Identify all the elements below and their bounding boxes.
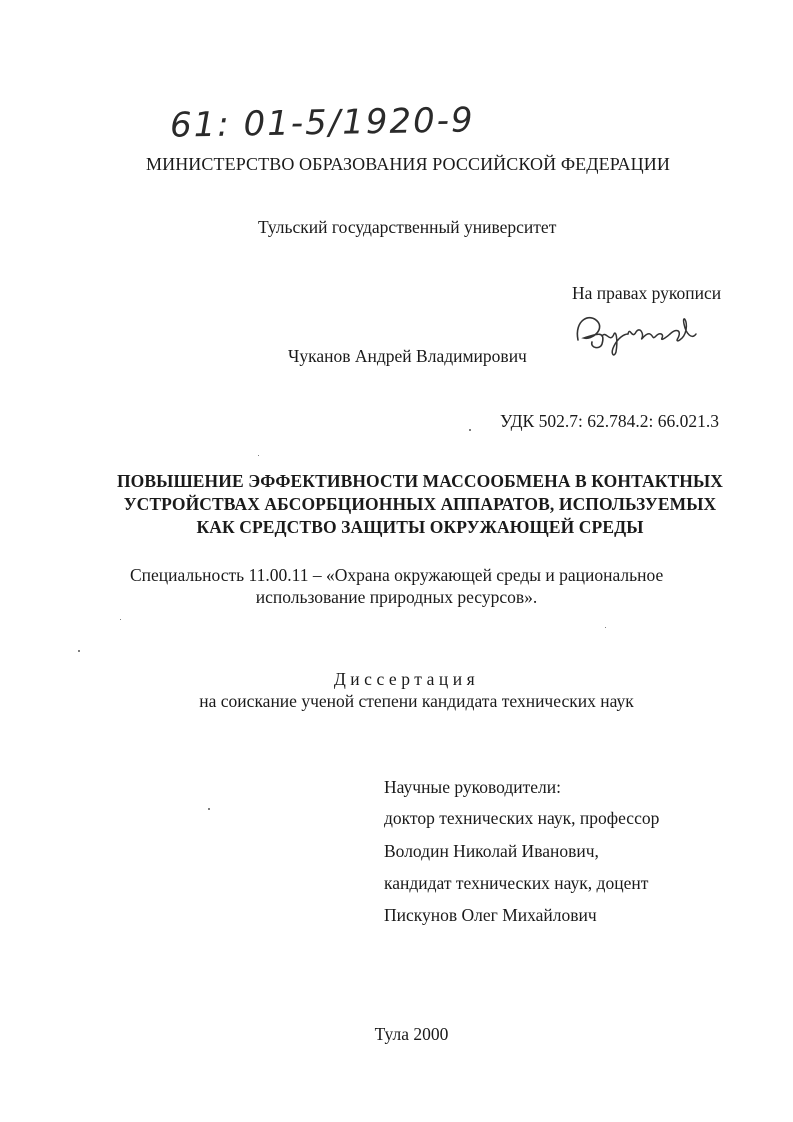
- supervisor-1-name: Володин Николай Иванович,: [384, 841, 599, 861]
- thesis-title-line-2: УСТРОЙСТВАХ АБСОРБЦИОННЫХ АППАРАТОВ, ИСПОЛЬЗУЕМЫХ: [123, 494, 717, 514]
- city-year: Тула 2000: [374, 1024, 449, 1044]
- scan-speck: [605, 627, 606, 628]
- scan-speck: [469, 429, 471, 431]
- scan-speck: [208, 808, 210, 810]
- supervisor-2-degree: кандидат технических наук, доцент: [384, 873, 649, 893]
- scan-speck: [258, 455, 259, 456]
- scan-speck: [120, 619, 121, 620]
- archive-stamp: 61: 01-5/1920-9: [169, 100, 475, 146]
- dissertation-label: Диссертация: [333, 669, 480, 689]
- thesis-title-line-3: КАК СРЕДСТВО ЗАЩИТЫ ОКРУЖАЮЩЕЙ СРЕДЫ: [196, 517, 644, 537]
- udk-code: УДК 502.7: 62.784.2: 66.021.3: [500, 411, 719, 431]
- manuscript-rights: На правах рукописи: [572, 283, 722, 303]
- specialty-line-2: использование природных ресурсов».: [255, 587, 538, 607]
- thesis-title-line-1: ПОВЫШЕНИЕ ЭФФЕКТИВНОСТИ МАССООБМЕНА В КОНТАКТНЫХ: [116, 471, 724, 491]
- supervisor-2-name: Пискунов Олег Михайлович: [384, 905, 597, 925]
- supervisors-heading: Научные руководители:: [384, 777, 561, 797]
- university-name: Тульский государственный университет: [258, 217, 557, 237]
- specialty-line-1: Специальность 11.00.11 – «Охрана окружающей среды и рациональное: [130, 565, 664, 585]
- ministry-name: МИНИСТЕРСТВО ОБРАЗОВАНИЯ РОССИЙСКОЙ ФЕДЕРАЦИИ: [146, 154, 670, 174]
- supervisor-1-degree: доктор технических наук, профессор: [384, 808, 660, 828]
- author-signature: [572, 300, 702, 360]
- degree-line: на соискание ученой степени кандидата технических наук: [199, 691, 634, 711]
- author-name: Чуканов Андрей Владимирович: [288, 346, 527, 366]
- scan-speck: [78, 650, 80, 652]
